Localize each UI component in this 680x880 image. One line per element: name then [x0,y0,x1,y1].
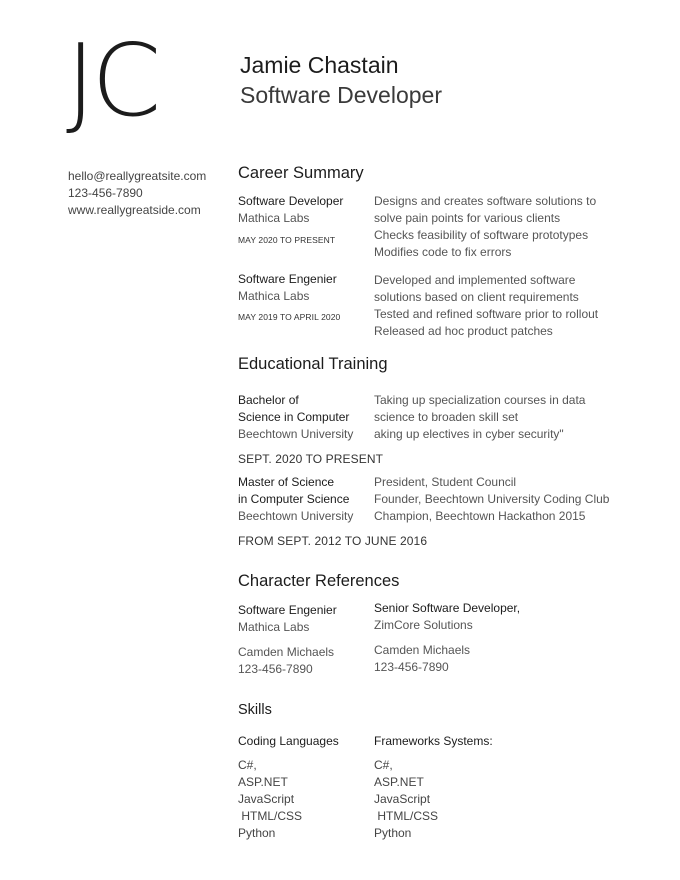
candidate-role: Software Developer [240,82,442,108]
skill-item: JavaScript [374,792,431,806]
description-line: science to broaden skill set [374,410,519,424]
skill-item: HTML/CSS [238,809,303,823]
skill-item: C#, [238,758,257,772]
skill-item: HTML/CSS [374,809,439,823]
skill-item: Python [374,826,412,840]
reference-company: Mathica Labs [238,620,310,634]
skill-item: Python [238,826,276,840]
school-name: Beechtown University [238,427,354,441]
career-summary-heading: Career Summary [238,164,364,182]
description-line: Tested and refined software prior to rollout [374,307,599,321]
description-line: Founder, Beechtown University Coding Club [374,492,610,506]
skills-column-2 [374,733,493,842]
skills-column-heading: Coding Languages [238,734,339,748]
job-date: MAY 2020 TO PRESENT [238,235,336,245]
education-item-1 [238,392,383,468]
candidate-name: Jamie Chastain [240,52,399,78]
skills-column-heading: Frameworks Systems: [374,734,493,748]
reference-name: Camden Michaels [238,645,335,659]
description-line: solutions based on client requirements [374,290,579,304]
reference-phone: 123-456-7890 [374,660,449,674]
monogram: JC [66,22,158,139]
job-company: Mathica Labs [238,289,310,303]
school-name: Beechtown University [238,509,354,523]
job-title: Software Engenier [238,272,337,286]
skills-heading: Skills [238,702,272,718]
description-line: Champion, Beechtown Hackathon 2015 [374,509,586,523]
contact-website: www.reallygreatside.com [68,203,201,217]
job-title: Software Developer [238,194,344,208]
description-line: aking up electives in cyber security" [374,427,564,441]
contact-email: hello@reallygreatsite.com [68,169,207,183]
description-line: solve pain points for various clients [374,211,561,225]
education-date: FROM SEPT. 2012 TO JUNE 2016 [238,534,428,548]
degree-line: Bachelor of [238,393,299,407]
career-job-1 [238,193,343,246]
skill-item: ASP.NET [238,775,288,789]
education-heading: Educational Training [238,355,388,373]
references-heading: Character References [238,572,400,590]
career-job-2 [238,271,340,323]
degree-line: in Computer Science [238,492,350,506]
job-date: MAY 2019 TO APRIL 2020 [238,312,341,322]
skill-item: C#, [374,758,393,772]
degree-line: Science in Computer [238,410,350,424]
reference-title: Software Engenier [238,603,337,617]
skills-column-1 [238,733,339,842]
description-line: President, Student Council [374,475,517,489]
description-line: Developed and implemented software [374,273,576,287]
contact-block [68,168,206,219]
description-line: Released ad hoc product patches [374,324,553,338]
description-line: Modifies code to fix errors [374,245,512,259]
education-item-2-description [374,474,609,525]
description-line: Designs and creates software solutions to [374,194,597,208]
career-job-2-description [374,272,598,340]
reference-2 [374,600,520,676]
degree-line: Master of Science [238,475,335,489]
education-date: SEPT. 2020 TO PRESENT [238,452,384,466]
career-job-1-description [374,193,596,261]
reference-1 [238,602,337,678]
reference-phone: 123-456-7890 [238,662,313,676]
skill-item: ASP.NET [374,775,424,789]
reference-name: Camden Michaels [374,643,471,657]
description-line: Taking up specialization courses in data [374,393,586,407]
reference-company: ZimCore Solutions [374,618,473,632]
skill-item: JavaScript [238,792,295,806]
contact-phone: 123-456-7890 [68,186,143,200]
education-item-1-description [374,392,585,443]
reference-title: Senior Software Developer, [374,601,521,615]
job-company: Mathica Labs [238,211,310,225]
description-line: Checks feasibility of software prototypes [374,228,589,242]
